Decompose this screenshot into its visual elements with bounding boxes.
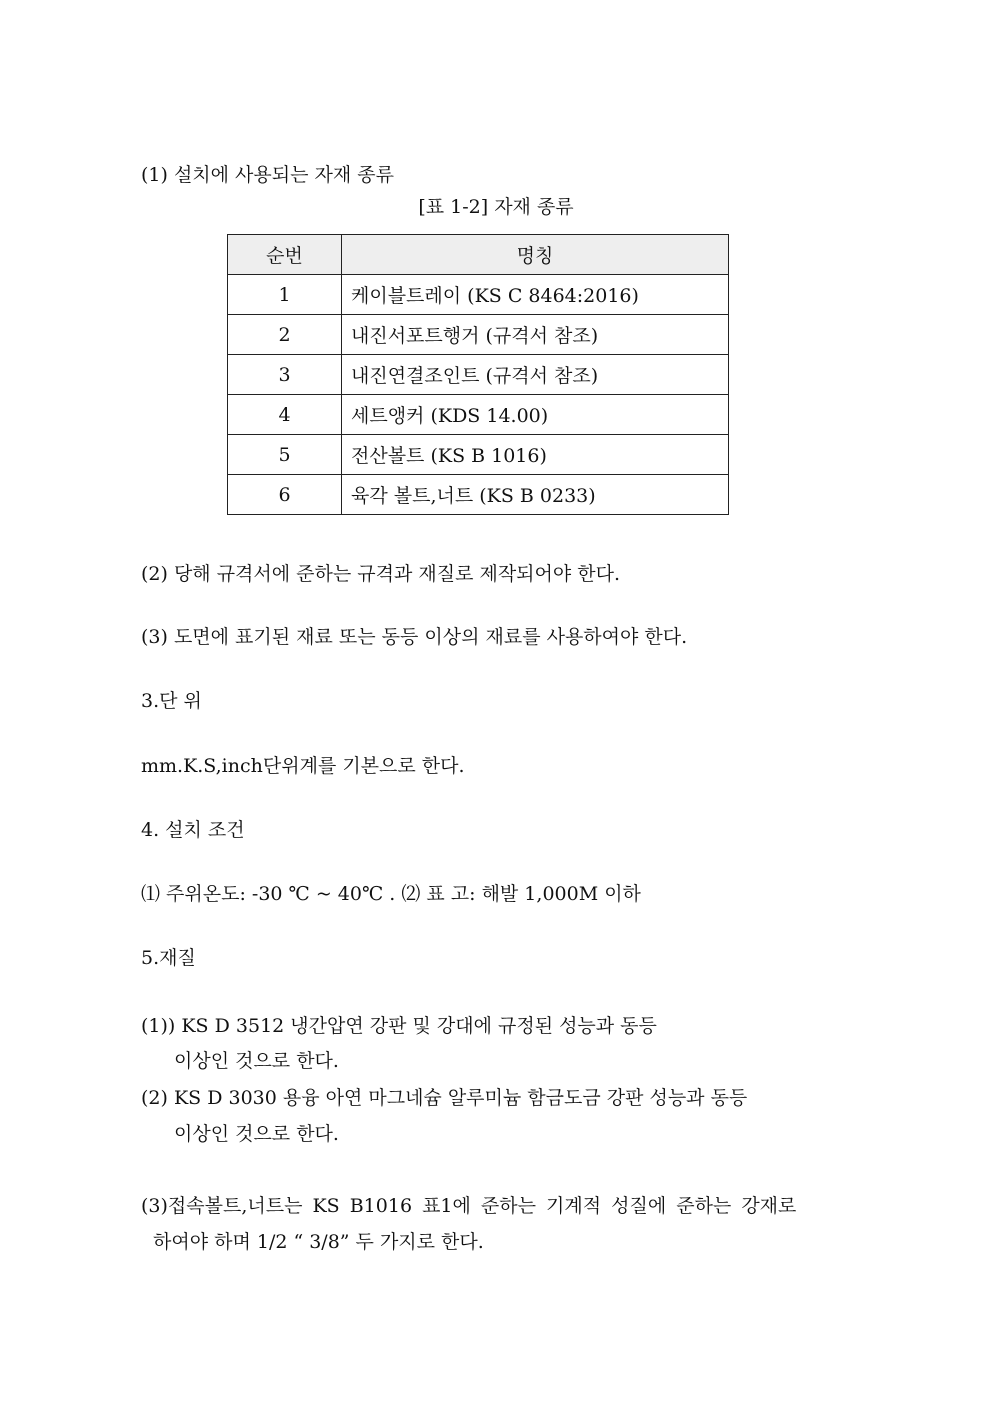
table-row (228, 435, 729, 475)
header-number: 순번 (228, 235, 342, 275)
section-heading-install-conditions: 4. 설치 조건 (141, 819, 245, 841)
paragraph-drawing-materials: (3) 도면에 표기된 재료 또는 동등 이상의 재료를 사용하여야 한다. (141, 626, 688, 648)
section-heading-materials: (1) 설치에 사용되는 자재 종류 (141, 164, 394, 186)
section-heading-units: 3.단 위 (141, 690, 202, 712)
table-row (228, 355, 729, 395)
table-header-row (228, 235, 729, 275)
table-caption: [표 1-2] 자재 종류 (418, 196, 574, 218)
row-name: 내진서포트행거 (규격서 참조) (342, 315, 729, 355)
material-item-2-line-1: (2) KS D 3030 용융 아연 마그네슘 알루미늄 함금도금 강판 성능과 동등 (141, 1087, 748, 1109)
row-number: 6 (228, 475, 342, 515)
material-item-1-line-2: 이상인 것으로 한다. (174, 1050, 339, 1072)
row-name: 전산볼트 (KS B 1016) (342, 435, 729, 475)
paragraph-spec-compliance: (2) 당해 규격서에 준하는 규격과 재질로 제작되어야 한다. (141, 563, 621, 585)
material-item-1-line-1: (1)) KS D 3512 냉간압연 강판 및 강대에 규정된 성능과 동등 (141, 1015, 657, 1037)
section-heading-material: 5.재질 (141, 947, 196, 969)
row-number: 2 (228, 315, 342, 355)
row-name: 세트앵커 (KDS 14.00) (342, 395, 729, 435)
material-item-2-line-2: 이상인 것으로 한다. (174, 1123, 339, 1145)
table-row (228, 475, 729, 515)
materials-table (227, 234, 729, 515)
material-item-3-line-2: 하여야 하며 1/2 “ 3/8” 두 가지로 한다. (153, 1231, 484, 1253)
install-conditions-text: ⑴ 주위온도: -30 ℃ ~ 40℃ . ⑵ 표 고: 해발 1,000M 이하 (141, 883, 641, 905)
row-number: 1 (228, 275, 342, 315)
row-name: 케이블트레이 (KS C 8464:2016) (342, 275, 729, 315)
table-row (228, 315, 729, 355)
row-number: 3 (228, 355, 342, 395)
table-row (228, 275, 729, 315)
table-row (228, 395, 729, 435)
units-text: mm.K.S,inch단위계를 기본으로 한다. (141, 755, 465, 777)
row-number: 4 (228, 395, 342, 435)
material-item-3-line-1: (3)접속볼트,너트는 KS B1016 표1에 준하는 기계적 성질에 준하는 강재로 (141, 1195, 797, 1217)
row-name: 육각 볼트,너트 (KS B 0233) (342, 475, 729, 515)
row-number: 5 (228, 435, 342, 475)
row-name: 내진연결조인트 (규격서 참조) (342, 355, 729, 395)
header-name: 명칭 (342, 235, 729, 275)
